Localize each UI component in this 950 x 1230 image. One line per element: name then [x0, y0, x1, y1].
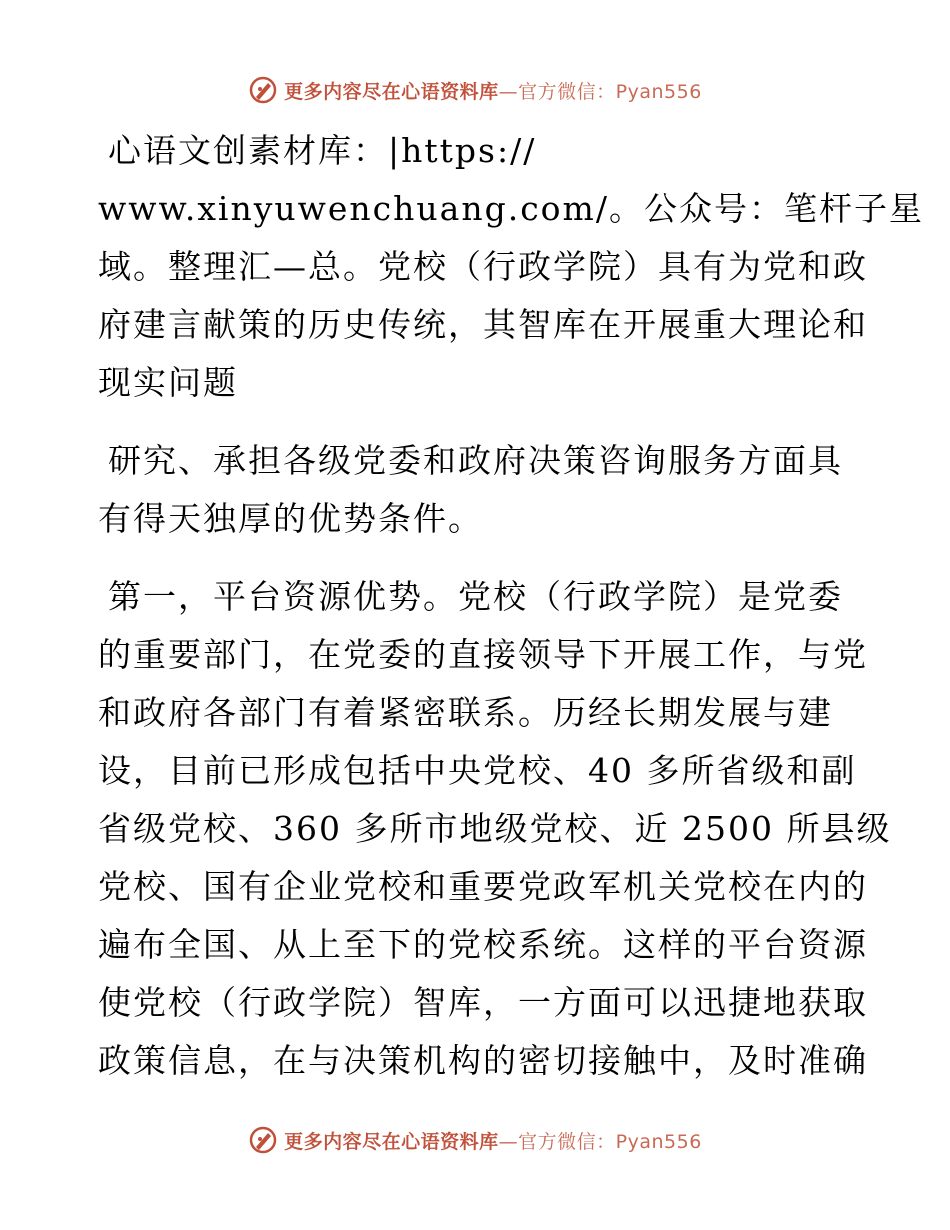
- pen-seal-icon: [248, 75, 278, 105]
- text-line: 域。整理汇—总。党校（行政学院）具有为党和政: [98, 247, 868, 286]
- watermark-sub-text: —官方微信：Pyan556: [498, 1130, 702, 1153]
- watermark-text: [284, 77, 702, 104]
- paragraph: [98, 568, 892, 1090]
- text-line: 和政府各部门有着紧密联系。历经长期发展与建: [98, 693, 833, 732]
- text-line: 遍布全国、从上至下的党校系统。这样的平台资源: [98, 925, 868, 964]
- pen-seal-icon: [248, 1125, 278, 1155]
- document-body: [98, 122, 924, 1110]
- text-line: 府建言献策的历史传统，其智库在开展重大理论和: [98, 305, 868, 344]
- watermark-main-text: 更多内容尽在心语资料库: [284, 1130, 499, 1153]
- watermark-text: [284, 1127, 702, 1154]
- paragraph: [98, 122, 924, 412]
- text-line: 省级党校、360 多所市地级党校、近 2500 所县级: [98, 809, 892, 848]
- text-line: 现实问题: [98, 363, 238, 402]
- text-line: 的重要部门，在党委的直接领导下开展工作，与党: [98, 635, 868, 674]
- text-line: 使党校（行政学院）智库，一方面可以迅捷地获取: [98, 983, 868, 1022]
- text-line: 第一，平台资源优势。党校（行政学院）是党委: [108, 577, 843, 616]
- watermark-sub-text: —官方微信：Pyan556: [498, 80, 702, 103]
- text-line: 设，目前已形成包括中央党校、40 多所省级和副: [98, 751, 857, 790]
- text-line: 党校、国有企业党校和重要党政军机关党校在内的: [98, 867, 868, 906]
- text-line: 研究、承担各级党委和政府决策咨询服务方面具: [108, 441, 843, 480]
- paragraph: [98, 432, 858, 548]
- watermark-main-text: 更多内容尽在心语资料库: [284, 80, 499, 103]
- text-line: www.xinyuwenchuang.com/。公众号：笔杆子星: [98, 189, 924, 228]
- text-line: 有得天独厚的优势条件。: [98, 499, 483, 538]
- footer-watermark: [0, 1120, 950, 1160]
- text-line: 政策信息，在与决策机构的密切接触中，及时准确: [98, 1041, 868, 1080]
- text-line: 心语文创素材库：|https://: [108, 131, 537, 170]
- header-watermark: [0, 70, 950, 110]
